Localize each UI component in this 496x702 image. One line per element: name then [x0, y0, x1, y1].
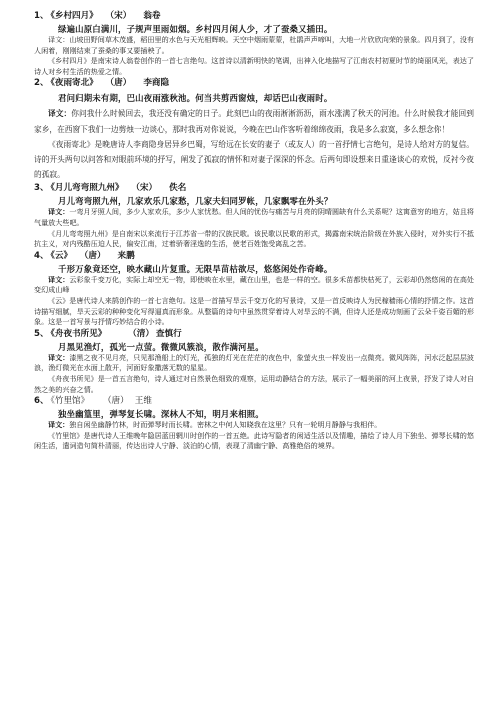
- poem-section-2: [34, 77, 474, 182]
- analysis-paragraph: 《云》是唐代诗人来鹄创作的一首七言绝句。这是一首描写旱云千变万化的写景诗，又是一首反映诗人为民稼穑雨心情的抒情之作。这首诗描写细腻，旱天云彩的种种变化写得逼真而形象。从整篇的诗句中虽然贯穿着诗人对旱云的不满，但诗人还是成功刻画了云朵千姿百媚的形象。这是一首写景与抒情巧妙结合的小诗。: [34, 295, 474, 327]
- translation-text: 漆黑之夜不见月亮，只见那渔船上的灯光，孤独的灯光在茫茫的夜色中，象萤火虫一样发出一点微亮。微风阵阵，河水泛起层层波浪，渔灯微光在水面上散开，河面好象撒落无数的星星。: [34, 352, 475, 373]
- poem-text: 绿遍山原白满川，子规声里雨如烟。乡村四月闲人少，才了蚕桑又插田。: [58, 24, 333, 34]
- translation-label: 译文：: [48, 35, 70, 44]
- translation-paragraph: [34, 35, 474, 56]
- analysis-paragraph: 《月儿弯弯照九州》是自南宋以来流行于江苏省一带的汉族民歌。该民歌以民歌的形式，揭露南宋统治阶级在外族入侵时，对外实行不抵抗主义，对内残酷压迫人民，偏安江南，过着骄奢淫逸的生活，使老百姓饱受离乱之苦。: [34, 228, 474, 249]
- analysis-paragraph: 《舟夜书所见》是一首五言绝句，诗人通过对自然景色细致的观察，运用动静结合的方法，展示了一幅美丽的河上夜景，抒发了诗人对自然之美的兴奋之情。: [34, 373, 474, 394]
- translation-text: 你问我什么时候回去，我还没有确定的日子。此刻巴山的夜雨淅淅沥沥，雨水涨满了秋天的河池。什么时候我才能回到家乡，在西窗下我们一边剪烛一边谈心，那时我再对你说说，今晚在巴山作客听着绵绵夜雨，我是多么寂寞，多么想念你！: [34, 109, 474, 134]
- poem-text: 月黑见渔灯，孤光一点萤。微微风簇浪，散作满河星。: [58, 341, 264, 352]
- poem-author: 王维: [134, 396, 152, 407]
- poem-section-4: [34, 250, 474, 328]
- poem-author: 来鹏: [117, 250, 135, 261]
- translation-paragraph: [34, 353, 474, 374]
- poem-title: 《月儿弯弯照九州》: [50, 183, 124, 194]
- poem-section-5: [34, 328, 474, 395]
- poem-section-1: [34, 10, 474, 77]
- section-heading: [34, 328, 474, 341]
- section-number: 3、: [34, 183, 49, 194]
- poem-dynasty: （唐）: [109, 78, 132, 89]
- poem-author: 查慎行: [155, 328, 182, 339]
- analysis-paragraph: 《夜雨寄北》是晚唐诗人李商隐身居异乡巴蜀，写给远在长安的妻子（或友人）的一首抒情七言绝句，是诗人给对方的复信。诗的开头两句以问答和对眼前环境的抒写，阐发了孤寂的情怀和对妻子深深的怀念。后两句即设想来日重逢谈心的欢悦，反衬今夜的孤寂。: [34, 139, 474, 180]
- poem-title: 《竹里馆》: [50, 396, 90, 407]
- section-heading: [34, 77, 474, 90]
- analysis-paragraph: 《乡村四月》是南宋诗人翁卷创作的一首七言绝句。这首诗以清新明快的笔调，出神入化地描写了江南农村初夏时节的绮丽风光，表达了诗人对乡村生活的热爱之情。: [34, 56, 474, 76]
- section-number: 6、: [34, 396, 49, 407]
- translation-text: 独自闲坐幽静竹林，时而弹琴时而长啸。密林之中何人知晓我在这里？只有一轮明月静静与我相伴。: [69, 420, 382, 430]
- translation-paragraph: [34, 207, 474, 228]
- poem-dynasty: （宋）: [109, 11, 132, 21]
- poem-title: 《舟夜书所见》: [50, 328, 107, 339]
- poem-title: 《乡村四月》: [50, 11, 98, 21]
- translation-text: 一弯月牙照人间，多少人家欢乐，多少人家忧愁。但人间的忧伤与痛苦与月亮的阴晴圆缺有什么关系呢？这寓意穷的地方，姑且将气量放大些吧。: [34, 207, 475, 227]
- poem-author: 翁卷: [143, 11, 161, 21]
- section-heading: [34, 395, 474, 408]
- section-number: 5、: [34, 328, 49, 339]
- poem-author: 李商隐: [143, 78, 170, 89]
- poem-title: 《云》: [50, 250, 73, 261]
- poem-text: 君问归期未有期，巴山夜雨涨秋池。何当共剪西窗烛，却话巴山夜雨时。: [58, 93, 333, 104]
- translation-text: 山坡田野间草木茂盛，稻田里的水色与天光相辉映。天空中烟雨蒙蒙，杜鹃声声啼叫，大地一片欣欣向荣的景象。四月到了，没有人闲着，刚刚结束了蚕桑的事又要插秧了。: [34, 35, 475, 55]
- poem-section-3: [34, 182, 474, 249]
- translation-paragraph: [34, 106, 474, 136]
- poem-text: 月儿弯弯照九州，几家欢乐几家愁，几家夫妇同罗帐，几家飘零在外头？: [58, 196, 333, 207]
- translation-paragraph: [34, 275, 474, 296]
- translation-label: 译文：: [48, 352, 70, 362]
- translation-label: 译文：: [48, 274, 70, 284]
- poem-text: 独坐幽篁里，弹琴复长啸。深林人不知，明月来相照。: [58, 409, 264, 420]
- poem-dynasty: （清）: [132, 328, 154, 339]
- section-heading: [34, 250, 474, 263]
- translation-label: 译文：: [48, 207, 70, 217]
- translation-label: 译文：: [48, 420, 70, 430]
- section-number: 2、: [34, 78, 49, 89]
- poem-section-6: [34, 395, 474, 452]
- poem-dynasty: （唐）: [84, 250, 106, 261]
- section-heading: [34, 10, 474, 23]
- translation-text: 云彩象千变万化，实际上却空无一物，即使映在水里，藏在山里，也是一样的空。很多禾苗都快枯死了，云彩却仍然悠闲的在高处变幻成山峰: [34, 274, 475, 295]
- poem-dynasty: （唐）: [107, 396, 129, 407]
- poem-title: 《夜雨寄北》: [50, 78, 98, 89]
- section-number: 4、: [34, 250, 49, 261]
- translation-label: 译文：: [48, 109, 72, 119]
- section-heading: [34, 182, 474, 195]
- section-number: 1、: [34, 11, 49, 21]
- translation-paragraph: [34, 420, 474, 431]
- poem-text: 千形万象竟还空，映水藏山片复重。无限旱苗枯欲尽，悠悠闲处作奇峰。: [58, 263, 333, 274]
- poem-author: 佚名: [169, 183, 187, 194]
- poem-dynasty: （宋）: [135, 183, 158, 194]
- analysis-paragraph: 《竹里馆》是唐代诗人王维晚年隐居蓝田辋川时创作的一首五绝。此诗写隐者的闲适生活以及情趣，描绘了诗人月下独坐、弹琴长啸的悠闲生活，遣词造句简朴清丽，传达出诗人宁静、淡泊的心情，表现了清幽宁静、高雅绝俗的境界。: [34, 430, 474, 451]
